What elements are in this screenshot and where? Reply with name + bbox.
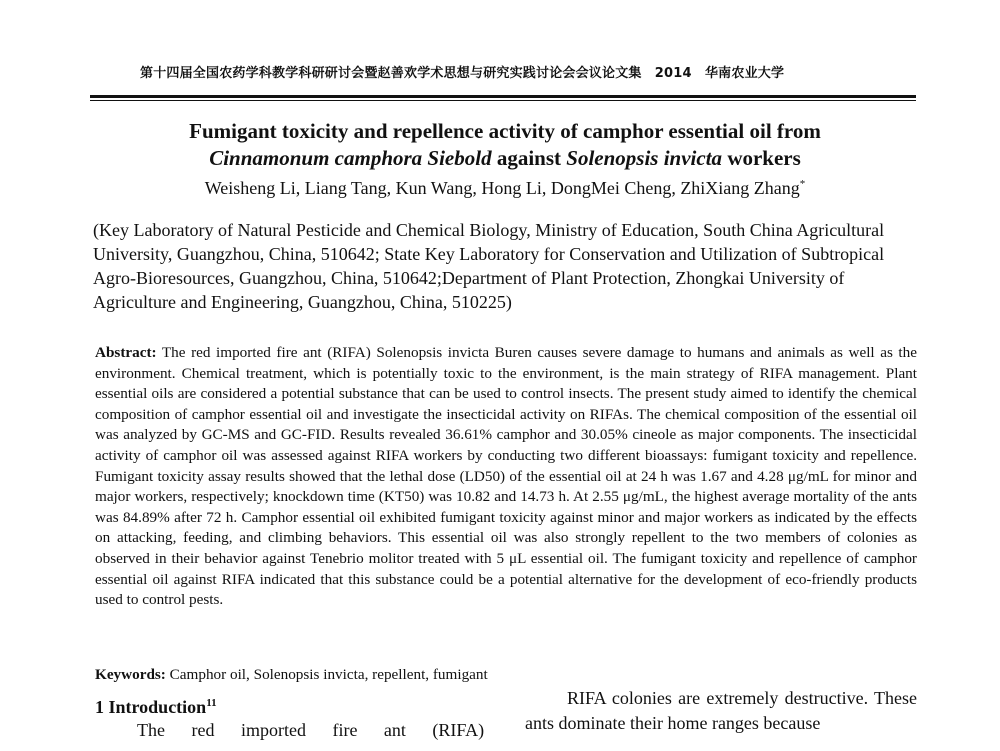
intro-left-text: The red imported fire ant (RIFA) — [137, 720, 485, 740]
paper-title-line1: Fumigant toxicity and repellence activity of camphor essential oil from — [189, 119, 821, 143]
title-species-ant: Solenopsis invicta — [566, 146, 723, 170]
author-list — [80, 172, 930, 200]
header-rule-thin — [90, 100, 916, 101]
intro-left-column — [95, 717, 490, 743]
running-header: 第十四届全国农药学科教学科研研讨会暨赵善欢学术思想与研究实践讨论会会议论文集 2014 华南农业大学 — [140, 66, 785, 81]
affiliation: (Key Laboratory of Natural Pesticide and Chemical Biology, Ministry of Education, South China Agricultural University, Guangzhou, China, 510642; State Key Laboratory for Conservation and Utilization of Subtropical Agro-Bioresources, Guangzhou, China, 510642;Department of Plant Protection, Zhongkai University of Agriculture and Engineering, Guangzhou, China, 510225) — [93, 220, 885, 312]
keywords — [95, 665, 917, 685]
intro-right-column — [525, 686, 917, 736]
section-heading-introduction — [95, 691, 217, 719]
abstract-label: Abstract: — [95, 344, 157, 361]
corresponding-author-mark: * — [799, 178, 806, 190]
abstract — [95, 343, 917, 611]
title-species-camphor: Cinnamonum camphora Siebold — [209, 146, 492, 170]
abstract-text: The red imported fire ant (RIFA) Solenopsis invicta Buren causes severe damage to humans and animals as well as the environment. Chemical treatment, which is potentially toxic to the environment, is the main strategy of RIFA management. Plant essential oils are considered a potential substance that can be used to control insects. The present study aimed to identify the chemical composition of camphor essential oil and investigate the insecticidal activity on RIFAs. The chemical composition of the essential oil was analyzed by GC-MS and GC-FID. Results revealed 36.61% camphor and 30.05% cineole as major components. The insecticidal activity of camphor oil was assessed against RIFA workers by conducting two different bioassays: fumigant toxicity and repellence. Fumigant toxicity assay results showed that the lethal dose (LD50) of the essential oil at 24 h was 1.67 and 4.28 μg/mL for minor and major workers, respectively; knockdown time (KT50) was 10.82 and 14.73 h. At 2.55 μg/mL, the highest average mortality of the ants was 84.89% after 72 h. Camphor essential oil exhibited fumigant toxicity against minor and major workers as indicated by the effects on attacking, feeding, and climbing behaviors. This essential oil was also strongly repellent to the two members of colonies as observed in their behavior against Tenebrio molitor treated with 5 μL essential oil. The fumigant toxicity and repellence of camphor essential oil against RIFA indicated that this substance could be a potential alternative for the development of eco-friendly products used to control pests. — [95, 344, 917, 609]
paper-title-line2 — [80, 145, 930, 171]
intro-heading-text: 1 Introduction — [95, 697, 207, 717]
intro-reference: 11 — [206, 697, 217, 709]
header-rule-thick — [90, 95, 916, 98]
keywords-text: Camphor oil, Solenopsis invicta, repellent, fumigant — [165, 666, 488, 683]
intro-right-text: RIFA colonies are extremely destructive. These ants dominate their home ranges because — [525, 688, 917, 733]
authors: Weisheng Li, Liang Tang, Kun Wang, Hong Li, DongMei Cheng, ZhiXiang Zhang — [204, 178, 800, 198]
title-against: against — [491, 146, 567, 170]
title-workers: workers — [722, 146, 801, 170]
keywords-label: Keywords: — [95, 666, 166, 683]
